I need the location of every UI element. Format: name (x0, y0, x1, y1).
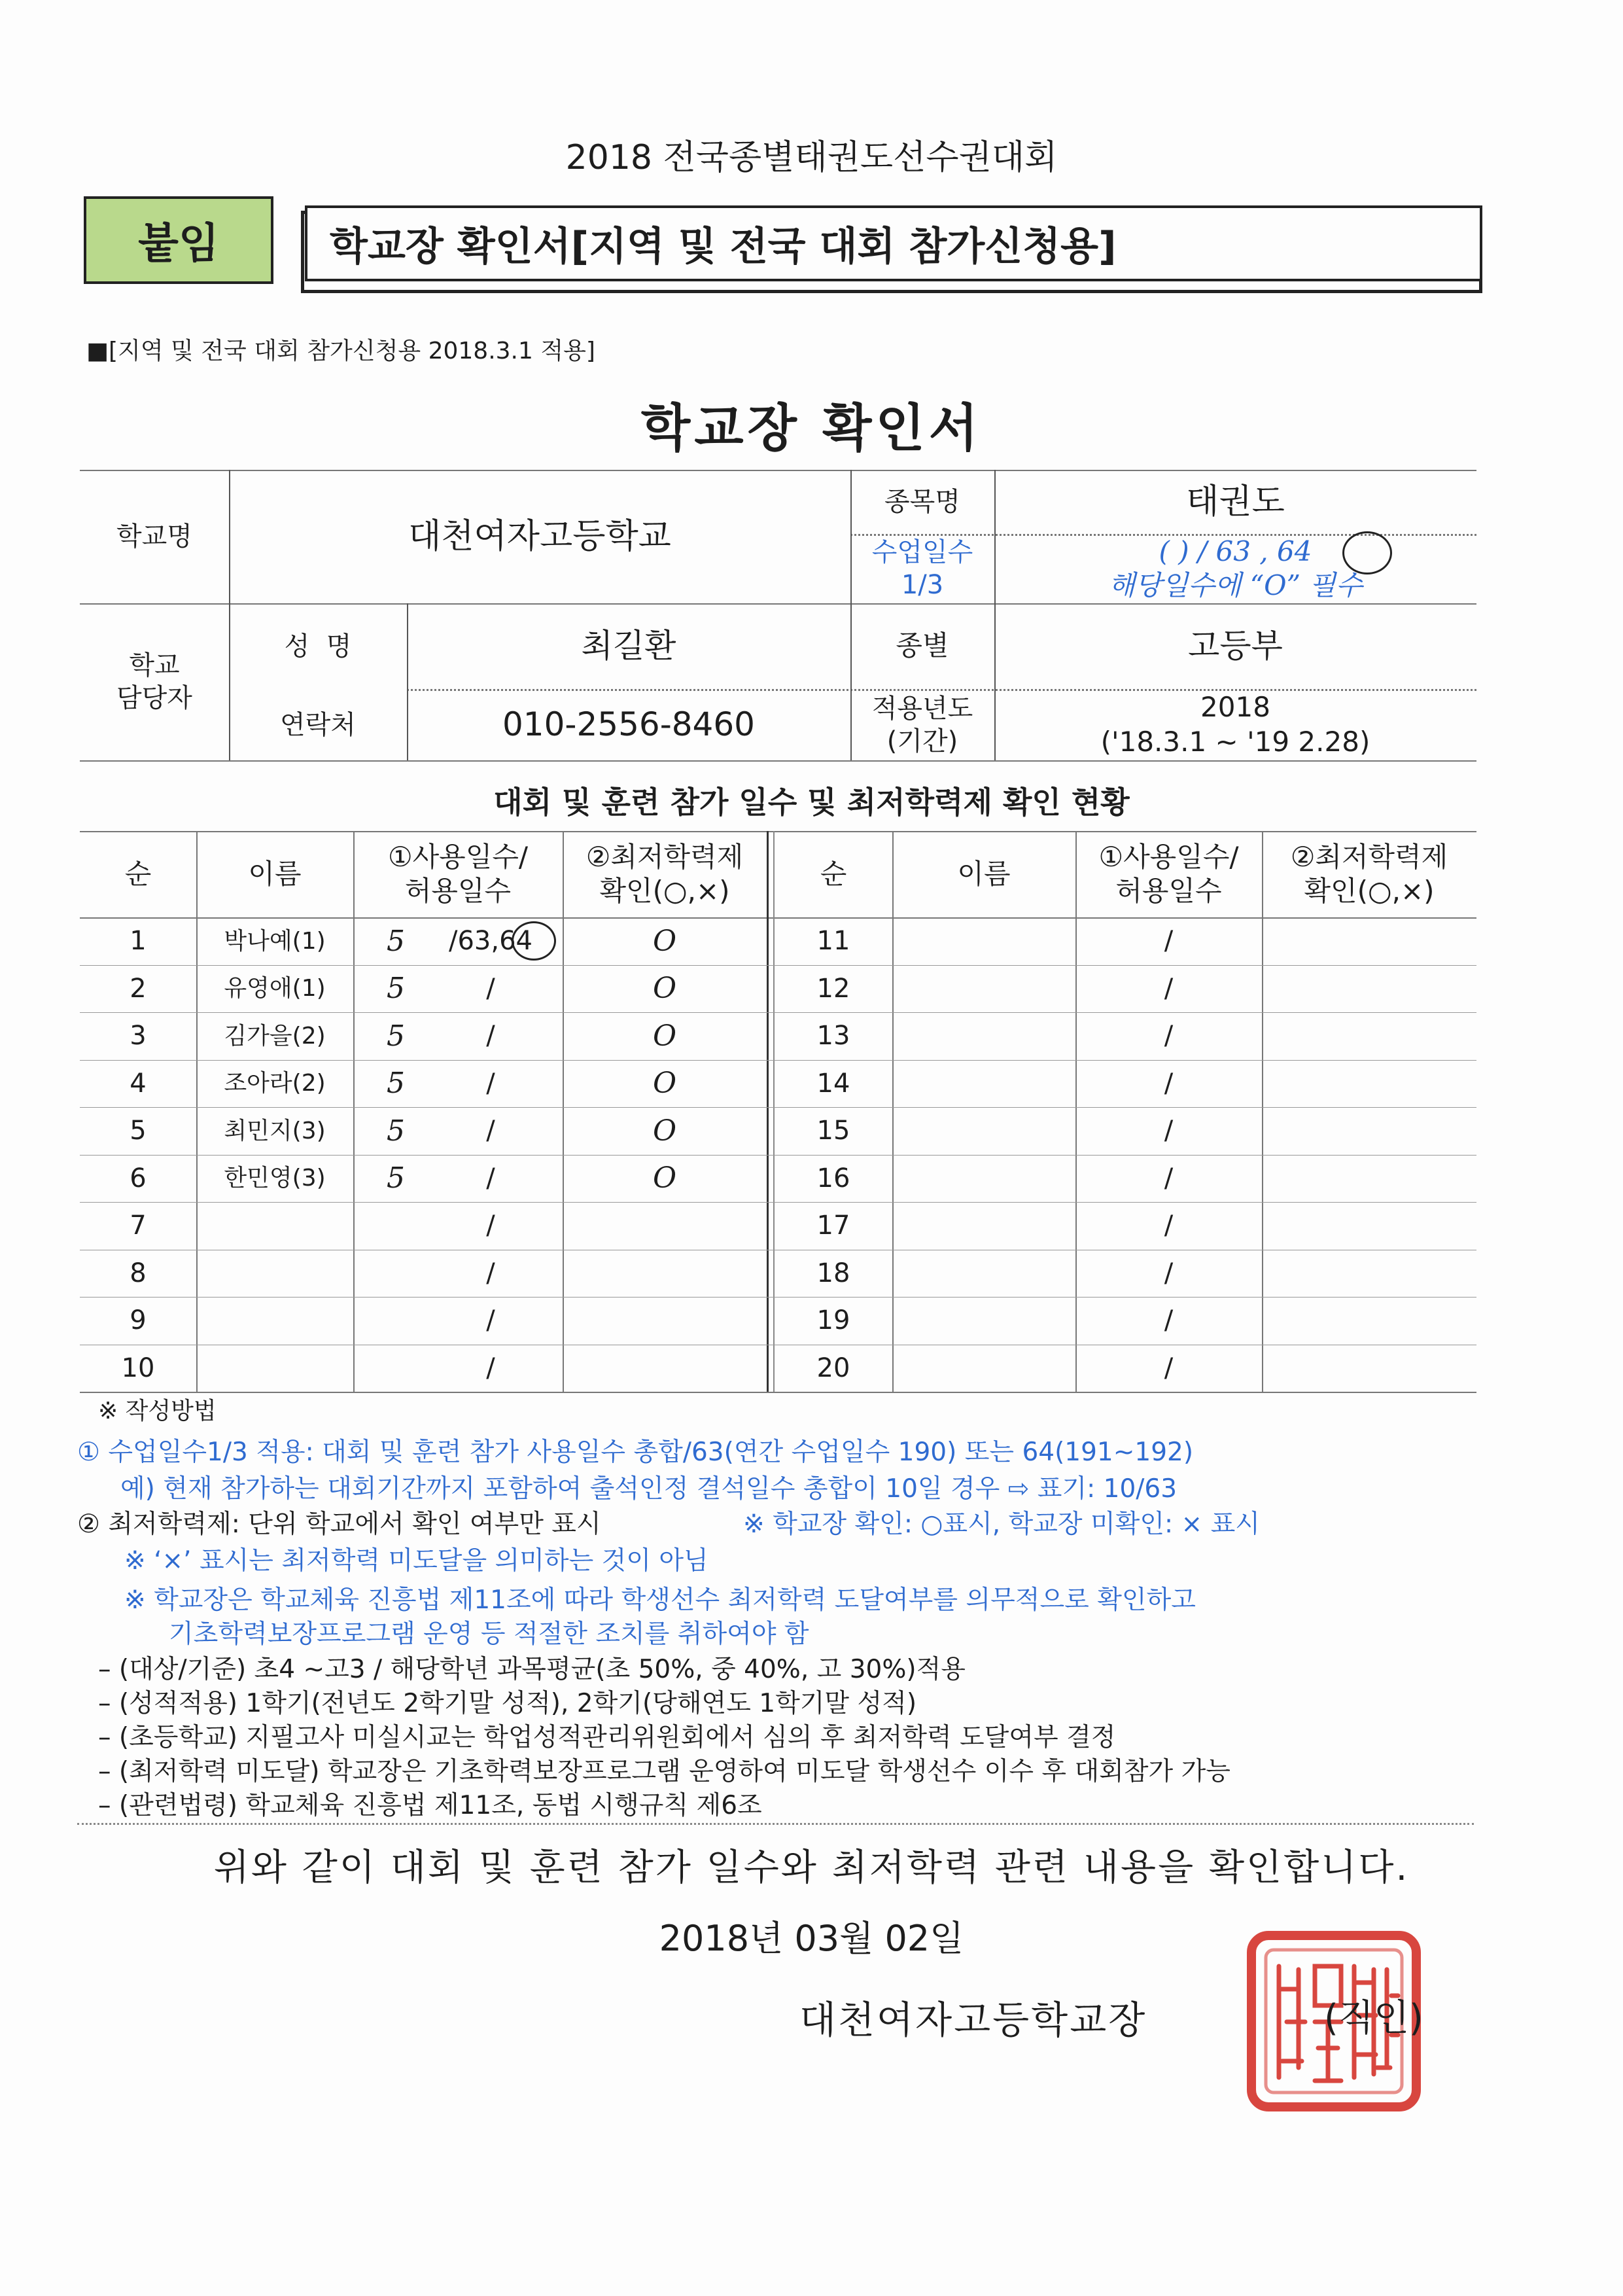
name-label: 성 명 (284, 631, 352, 662)
min-academic-check (563, 1297, 767, 1345)
year-value-line2: ('18.3.1 ~ '19 2.28) (1100, 725, 1370, 758)
row-number: 7 (130, 1210, 147, 1241)
header-days-left (353, 831, 563, 917)
days-used: 5 (387, 1161, 405, 1195)
detail-3: – (초등학교) 지필고사 미실시교는 학업성적관리위원회에서 심의 후 최저학력 도달여부 결정 (98, 1723, 1116, 1752)
row-number: 4 (130, 1068, 147, 1099)
detail-1: – (대상/기준) 초4 ~고3 / 해당학년 과목평균(초 50%, 중 40%, 고 30%)적용 (98, 1655, 966, 1684)
participant-name (196, 1202, 353, 1250)
days-used: 5 (387, 1114, 405, 1148)
participant-name: 유영애(1) (224, 975, 326, 1002)
min-academic-check: O (652, 1114, 677, 1148)
participant-name: 최민지(3) (224, 1117, 326, 1144)
days-used (366, 1202, 425, 1250)
detail-2: – (성적적용) 1학기(전년도 2학기말 성적), 2학기(당해연도 1학기말 성적) (98, 1689, 917, 1718)
circled-64-mark (1342, 531, 1392, 574)
circled-64-row1-mark (512, 921, 556, 961)
days-allowed: / (1164, 1305, 1174, 1336)
min-academic-check (563, 1250, 767, 1298)
confirmation-text: 위와 같이 대회 및 훈련 참가 일수와 최저학력 관련 내용을 확인합니다. (213, 1846, 1410, 1889)
row-number: 2 (130, 973, 147, 1004)
row-number: 16 (816, 1163, 850, 1193)
header-check-r-line1: ②최저학력제 (1290, 840, 1448, 873)
doc-title: 학교장 확인서 (640, 399, 983, 458)
attachment-label: 붙임 (84, 196, 273, 284)
header-check-r-line2: 확인(○,×) (1304, 875, 1435, 907)
category-value: 고등부 (1188, 627, 1283, 665)
participant-name: 조아라(2) (224, 1070, 326, 1097)
school-value: 대천여자고등학교 (408, 516, 671, 556)
notes-divider (77, 1823, 1474, 1825)
row-number: 5 (130, 1116, 147, 1146)
classdays-fill: ( ) / 63 , 64 (1159, 535, 1312, 567)
detail-5: – (관련법령) 학교체육 진흥법 제11조, 동법 시행규칙 제6조 (98, 1791, 762, 1820)
days-used (366, 1250, 425, 1298)
min-academic-check (563, 1202, 767, 1250)
header-name-right: 이름 (957, 857, 1011, 890)
min-academic-check: O (652, 1161, 677, 1195)
min-academic-check: O (652, 1067, 677, 1101)
signer-name: 대천여자고등학교장 (799, 1998, 1147, 2042)
participant-name: 김가을(2) (224, 1022, 326, 1050)
days-allowed: / (486, 1352, 495, 1383)
header-days-line2: 허용일수 (404, 875, 512, 907)
confirmation-date: 2018년 03월 02일 (659, 1918, 964, 1959)
days-allowed: / (486, 1021, 495, 1051)
days-allowed: / (486, 1305, 495, 1336)
participant-name (196, 1250, 353, 1298)
days-used: 5 (387, 1019, 405, 1053)
sport-label: 종목명 (884, 487, 960, 517)
row-number: 11 (816, 926, 850, 957)
row-number: 12 (816, 973, 850, 1004)
row-number: 15 (816, 1116, 850, 1146)
header-check-line2: 확인(○,×) (599, 875, 730, 907)
row-number: 1 (130, 926, 147, 957)
year-label-line1: 적용년도 (871, 693, 973, 724)
participant-name (196, 1297, 353, 1345)
days-used (366, 1297, 425, 1345)
days-allowed: / (1164, 1068, 1174, 1099)
min-academic-check: O (652, 1019, 677, 1053)
row-number: 3 (130, 1021, 147, 1051)
days-used: 5 (387, 1067, 405, 1101)
days-allowed: / (486, 1210, 495, 1241)
row-number: 14 (816, 1068, 850, 1099)
note-3: ※ ‘×’ 표시는 최저학력 미도달을 의미하는 것이 아님 (124, 1546, 708, 1576)
row-number: 10 (121, 1352, 155, 1383)
event-title: 2018 전국종별태권도선수권대회 (565, 138, 1058, 177)
days-used (366, 1345, 425, 1392)
name-value: 최길환 (581, 627, 676, 665)
min-academic-check: O (652, 924, 677, 958)
year-value-line1: 2018 (1200, 691, 1270, 723)
min-academic-check (563, 1345, 767, 1392)
note-1b: 예) 현재 참가하는 대회기간까지 포함하여 출석인정 결석일수 총합이 10일 경우 ⇨ 표기: 10/63 (120, 1474, 1178, 1504)
days-allowed: / (1164, 1116, 1174, 1146)
days-allowed: /63,64 (449, 926, 532, 957)
classdays-label (850, 534, 994, 603)
days-allowed: / (1164, 973, 1174, 1004)
note-1a: ① 수업일수1/3 적용: 대회 및 훈련 참가 사용일수 총합/63(연간 수업일수 190) 또는 64(191~192) (77, 1438, 1194, 1467)
days-allowed: / (486, 1258, 495, 1288)
detail-4: – (최저학력 미도달) 학교장은 기초학력보장프로그램 운영하여 미도달 학생선수 이수 후 대회참가 가능 (98, 1757, 1230, 1786)
days-allowed: / (486, 1163, 495, 1193)
classdays-note: 해당일수에 “O” 필수 (1108, 569, 1363, 601)
header-days-right (1075, 831, 1262, 917)
row-number: 20 (816, 1352, 850, 1383)
notes-heading: ※ 작성방법 (98, 1398, 217, 1424)
contact-label: 연락처 (280, 709, 356, 740)
classdays-value (994, 534, 1476, 603)
min-academic-check: O (652, 972, 677, 1006)
contact-value: 010-2556-8460 (502, 705, 755, 744)
header-name-left: 이름 (248, 857, 302, 890)
row-number: 8 (130, 1258, 147, 1288)
header-check-right (1262, 831, 1476, 917)
row-number: 18 (816, 1258, 850, 1288)
person-label-line2: 담당자 (116, 683, 192, 713)
classdays-label-line2: 1/3 (901, 570, 944, 600)
participant-name (196, 1345, 353, 1392)
row-number: 13 (816, 1021, 850, 1051)
days-allowed: / (486, 1068, 495, 1099)
header-days-r-line1: ①사용일수/ (1098, 840, 1239, 873)
days-used: 5 (387, 972, 405, 1006)
header-days-r-line2: 허용일수 (1115, 875, 1222, 907)
note-2b: ※ 학교장 확인: ○표시, 학교장 미확인: × 표시 (743, 1510, 1260, 1539)
school-label: 학교명 (116, 521, 192, 552)
days-allowed: / (1164, 1258, 1174, 1288)
section-title: 대회 및 훈련 참가 일수 및 최저학력제 확인 현황 (493, 785, 1130, 820)
header-no-left: 순 (124, 857, 152, 890)
header-check-line1: ②최저학력제 (585, 840, 744, 873)
person-label-line1: 학교 (129, 650, 180, 680)
days-allowed: / (1164, 926, 1174, 957)
days-allowed: / (1164, 1352, 1174, 1383)
note-4a: ※ 학교장은 학교체육 진흥법 제11조에 따라 학생선수 최저학력 도달여부를 의무적으로 확인하고 (124, 1585, 1196, 1615)
row-number: 9 (130, 1305, 147, 1336)
participant-name: 박나예(1) (224, 927, 326, 955)
seal-label: (직인) (1324, 1997, 1423, 2040)
header-no-right: 순 (820, 857, 847, 890)
classdays-label-line1: 수업일수 (871, 537, 973, 567)
note-2a: ② 최저학력제: 단위 학교에서 확인 여부만 표시 (77, 1510, 601, 1539)
year-label (850, 689, 994, 760)
year-label-line2: (기간) (886, 726, 958, 756)
days-allowed: / (486, 973, 495, 1004)
person-label (80, 603, 229, 760)
days-allowed: / (486, 1116, 495, 1146)
note-4b: 기초학력보장프로그램 운영 등 적절한 조치를 취하여야 함 (169, 1619, 809, 1649)
days-allowed: / (1164, 1210, 1174, 1241)
sport-value: 태권도 (1186, 482, 1285, 521)
header-days-line1: ①사용일수/ (387, 840, 529, 873)
row-number: 17 (816, 1210, 850, 1241)
days-allowed: / (1164, 1163, 1174, 1193)
header-check-left (563, 831, 767, 917)
applicability-note: ■[지역 및 전국 대회 참가신청용 2018.3.1 적용] (86, 338, 595, 364)
row-number: 6 (130, 1163, 147, 1193)
year-value (994, 689, 1476, 760)
row-number: 19 (816, 1305, 850, 1336)
form-title: 학교장 확인서[지역 및 전국 대회 참가신청용] (305, 205, 1482, 281)
category-label: 종별 (896, 629, 949, 662)
days-used: 5 (387, 924, 405, 958)
participant-name: 한민영(3) (224, 1165, 326, 1192)
days-allowed: / (1164, 1021, 1174, 1051)
